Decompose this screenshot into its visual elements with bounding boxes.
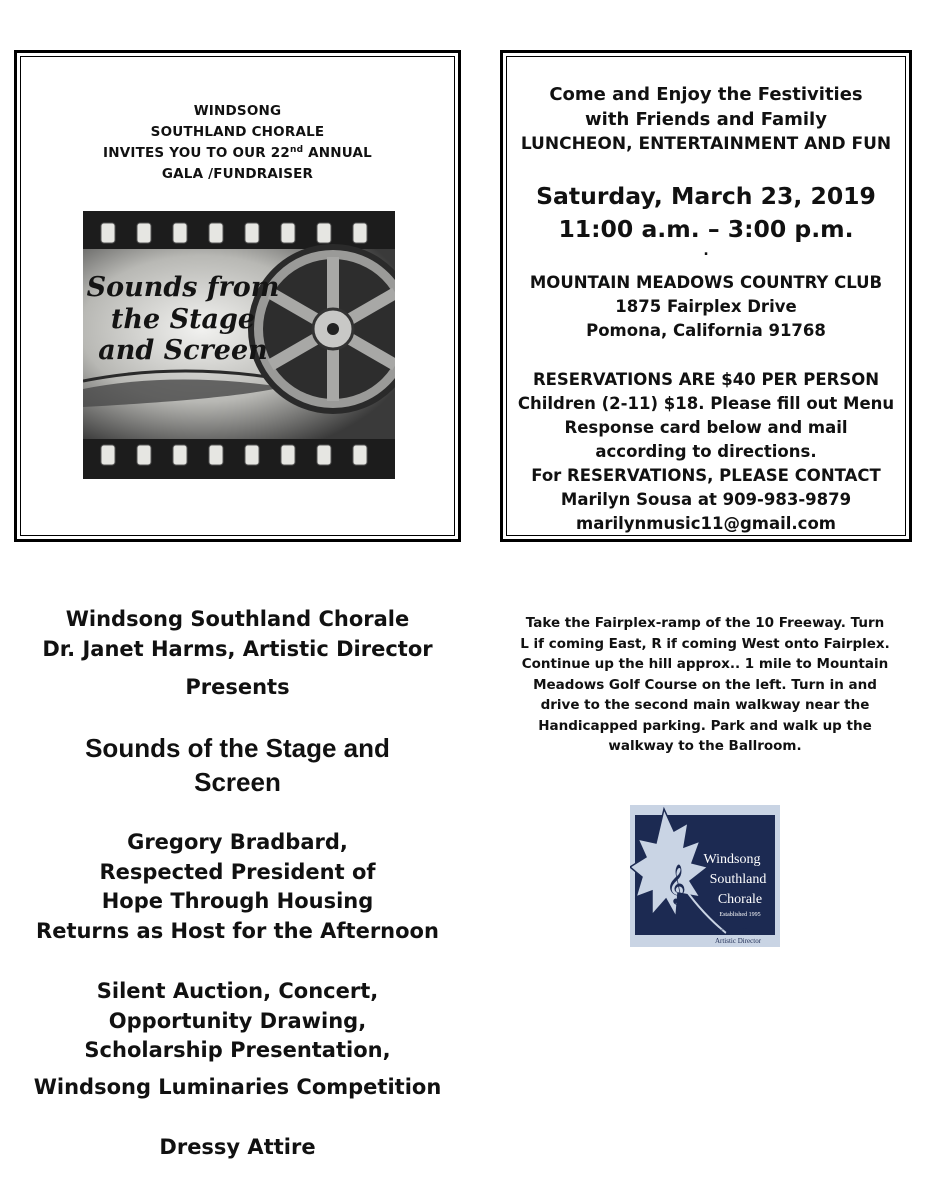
separator-dot: . xyxy=(703,243,709,259)
event-time: 11:00 a.m. – 3:00 p.m. xyxy=(558,215,854,243)
show-title xyxy=(20,731,455,799)
logo-director-name: Dr. Janet Harms xyxy=(715,927,761,935)
film-title-line: the Stage xyxy=(110,304,256,335)
event-datetime xyxy=(503,180,909,246)
event-activities xyxy=(20,977,455,1102)
chorale-logo xyxy=(630,805,780,947)
activity-line: Windsong Luminaries Competition xyxy=(33,1074,442,1099)
festivities-text xyxy=(503,82,909,157)
invite-line: SOUTHLAND CHORALE xyxy=(150,124,325,140)
venue-address xyxy=(503,271,909,343)
film-title-line: and Screen xyxy=(98,335,268,366)
invitation-panel xyxy=(14,50,461,542)
host-info xyxy=(20,828,455,946)
contact-email: marilynmusic11@gmail.com xyxy=(576,514,836,533)
contact-phone: Marilyn Sousa at 909-983-9879 xyxy=(560,490,852,509)
host-line: Hope Through Housing xyxy=(101,889,374,913)
logo-name-line: Windsong xyxy=(703,852,761,867)
festivities-line: LUNCHEON, ENTERTAINMENT AND FUN xyxy=(520,134,892,154)
host-line: Returns as Host for the Afternoon xyxy=(36,918,439,943)
activity-line: Opportunity Drawing, xyxy=(108,1008,367,1033)
festivities-line: with Friends and Family xyxy=(585,109,827,130)
dress-code: Dressy Attire xyxy=(159,1135,316,1159)
reservation-info xyxy=(503,368,909,536)
reservation-line: For RESERVATIONS, PLEASE CONTACT xyxy=(531,466,881,485)
directions-line: Continue up the hill approx.. 1 mile to Mountain xyxy=(521,656,889,672)
invite-line: INVITES YOU TO OUR 22nd ANNUAL xyxy=(103,145,372,161)
host-line: Gregory Bradbard, xyxy=(127,830,348,854)
directions-line: Handicapped parking. Park and walk up the xyxy=(538,717,872,734)
logo-name-line: Southland xyxy=(709,872,767,887)
invitation-text xyxy=(17,101,458,185)
show-title-line: Screen xyxy=(194,767,281,797)
activity-line: Scholarship Presentation, xyxy=(84,1038,391,1062)
host-line: Respected President of xyxy=(99,859,376,884)
directions-line: walkway to the Ballroom. xyxy=(608,738,802,754)
logo-established: Established 1995 xyxy=(719,912,761,918)
film-title-line: Sounds from xyxy=(86,272,280,303)
treble-clef-icon: 𝄞 xyxy=(666,864,687,904)
presents-label: Presents xyxy=(185,675,290,699)
film-reel-image xyxy=(83,211,395,479)
activity-line: Silent Auction, Concert, xyxy=(96,979,379,1003)
festivities-line: Come and Enjoy the Festivities xyxy=(549,84,863,105)
chorale-heading xyxy=(20,604,455,664)
logo-name-line: Chorale xyxy=(717,892,763,907)
reservation-line: Response card below and mail xyxy=(564,418,848,437)
venue-street: 1875 Fairplex Drive xyxy=(615,297,797,316)
invite-line: WINDSONG xyxy=(193,103,282,119)
directions-line: drive to the second main walkway near the xyxy=(540,697,870,713)
logo-director-title: Artistic Director xyxy=(714,937,762,945)
venue-city: Pomona, California 91768 xyxy=(586,321,826,340)
reservation-line: according to directions. xyxy=(595,442,817,461)
artistic-director: Dr. Janet Harms, Artistic Director xyxy=(42,637,433,661)
reservation-line: RESERVATIONS ARE $40 PER PERSON xyxy=(532,370,880,389)
event-date: Saturday, March 23, 2019 xyxy=(536,182,876,210)
driving-directions xyxy=(505,613,905,757)
directions-line: Meadows Golf Course on the left. Turn in and xyxy=(533,676,877,693)
reservation-line: Children (2-11) $18. Please fill out Menu xyxy=(517,394,895,413)
venue-name: MOUNTAIN MEADOWS COUNTRY CLUB xyxy=(529,273,883,292)
invite-line: GALA /FUNDRAISER xyxy=(161,166,314,182)
show-title-line: Sounds of the Stage and xyxy=(85,733,390,763)
directions-line: L if coming East, R if coming West onto Fairplex. xyxy=(520,635,890,652)
event-details-panel xyxy=(500,50,912,542)
chorale-name: Windsong Southland Chorale xyxy=(65,607,410,631)
directions-line: Take the Fairplex-ramp of the 10 Freeway. Turn xyxy=(525,615,885,631)
